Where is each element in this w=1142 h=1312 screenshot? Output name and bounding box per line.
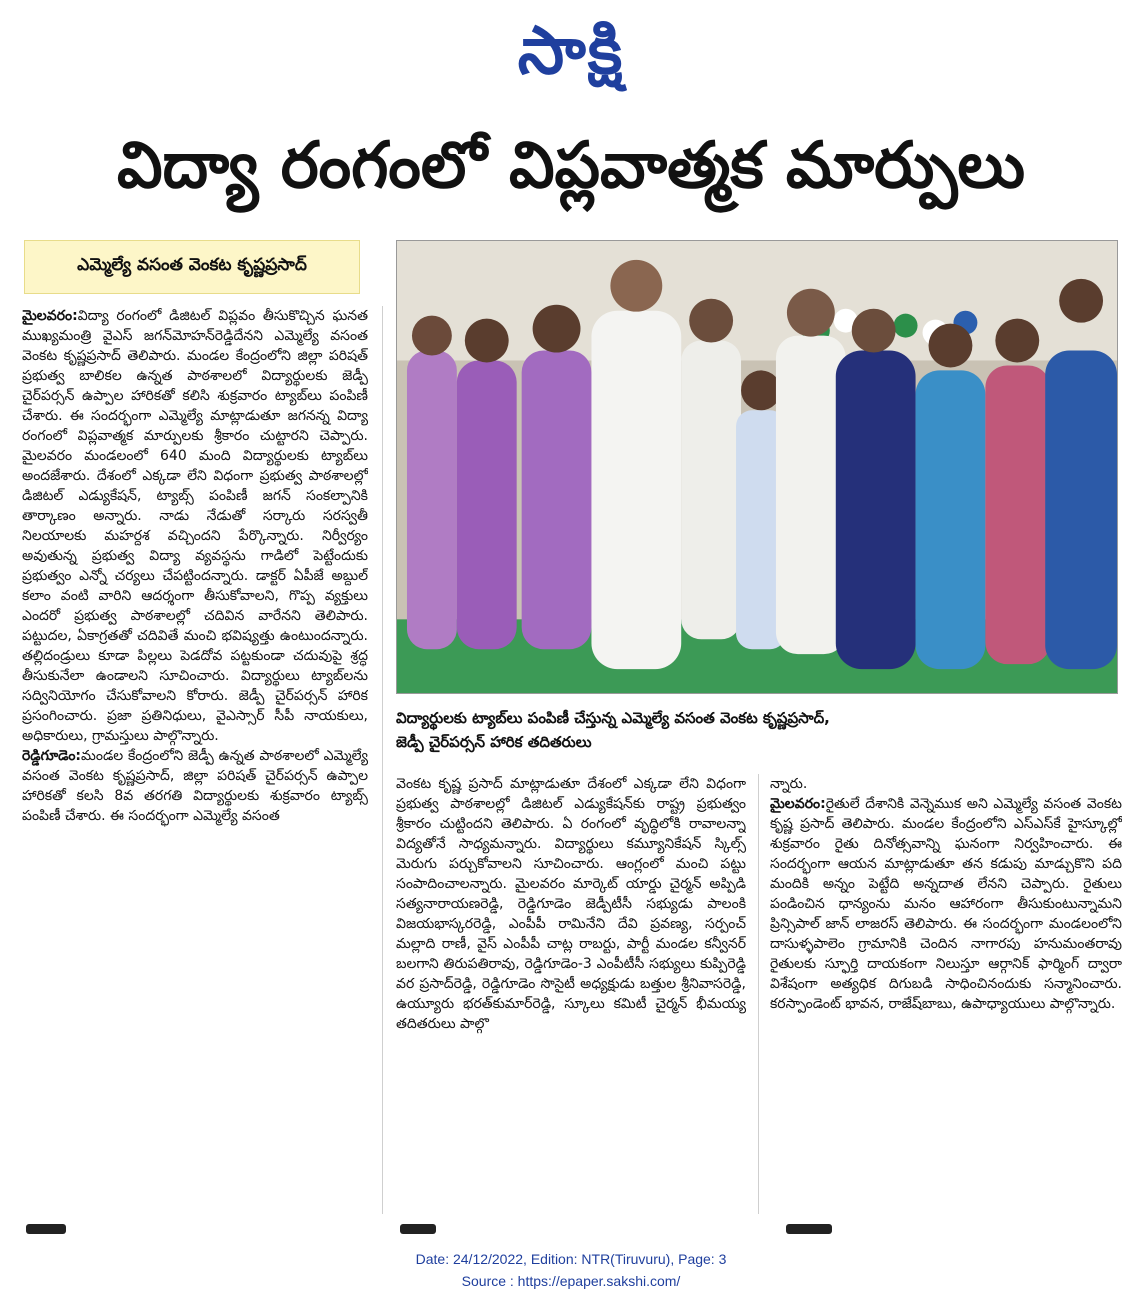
dateline-mylavaram: మైలవరం: — [22, 308, 78, 324]
column-divider-1 — [382, 306, 383, 1214]
photo-illustration — [397, 241, 1117, 693]
caption-line-1: విద్యార్థులకు ట్యాబ్‌లు పంపిణీ చేస్తున్న ఎమ్మెల్యే వసంత వెంకట కృష్ణప్రసాద్, — [396, 709, 830, 727]
masthead — [0, 8, 1142, 108]
footer-source: Source : https://epaper.sakshi.com/ — [461, 1273, 681, 1289]
column2-paragraph-1: వెంకట కృష్ణ ప్రసాద్ మాట్లాడుతూ దేశంలో ఎక్కడా లేని విధంగా ప్రభుత్వ పాఠశాలల్లో డిజిటల్ ఎడ్యుకేషన్‌కు రాష్ట్ర ప్రభుత్వం శ్రీకారం చుట్టిందని తెలిపారు. ఏ రంగంలో వృద్ధిలోకి రావాలన్నా విద్యతోనే సాధ్యమన్నారు. విద్యార్థులు కమ్యూనికేషన్ స్కిల్స్ మెరుగు పర్చుకోవాలని సూచించారు. ఆంగ్లంలో మంచి పట్టు సంపాదించాలన్నారు. మైలవరం మార్కెట్ యార్డు చైర్మన్ అప్పిడి సత్యనారాయణరెడ్డి, రెడ్డిగూడెం జెడ్పీటీసీ సభ్యుడు పాలంకి విజయభాస్కరరెడ్డి, ఎంపీపీ రామినేని దేవి ప్రవణ్య, సర్పంచ్ మల్లాది రాణీ, వైస్ ఎంపీపీ చాట్ల రాబర్టు, పార్టీ మండల కన్వీనర్ బలగాని తిరుపతిరావు, రెడ్డిగూడెం-3 ఎంపీటీసీ సభ్యులు కుప్పిరెడ్డి వర ప్రసాద్‌రెడ్డి, రెడ్డిగూడెం సొసైటీ అధ్యక్షుడు బత్తుల శ్రీనివాసరెడ్డి, ఉయ్యూరు భరత్‌కుమార్‌రెడ్డి, స్కూలు కమిటీ చైర్మన్ భీమయ్య తదితరులు పాల్గొ — [396, 776, 746, 1032]
article-photo — [396, 240, 1118, 694]
cutoff-mark-1 — [26, 1224, 66, 1234]
article-column-2 — [396, 774, 746, 1214]
column1-paragraph-2: మండల కేంద్రంలోని జెడ్పీ ఉన్నత పాఠశాలలో ఎమ్మెల్యే వసంత వెంకట కృష్ణప్రసాద్, జిల్లా పరిషత్ చైర్‌పర్సన్ ఉప్పాల హారికతో కలసి 8వ తరగతి విద్యార్థులకు శుక్రవారం ట్యాబ్స్ పంపిణీ చేశారు. ఈ సందర్భంగా ఎమ్మెల్యే వసంత — [22, 748, 368, 824]
cutoff-mark-3 — [786, 1224, 832, 1234]
footer-date-edition: Date: 24/12/2022, Edition: NTR(Tiruvuru), Page: 3 — [415, 1251, 727, 1267]
article-column-3 — [770, 774, 1122, 1214]
column3-paragraph-0: న్నారు. — [770, 776, 808, 792]
column3-paragraph-1: రైతులే దేశానికి వెన్నెముక అని ఎమ్మెల్యే వసంత వెంకట కృష్ణ ప్రసాద్ తెలిపారు. మండల కేంద్రంలోని ఎస్‌ఎస్‌కే హైస్కూల్లో శుక్రవారం రైతు దినోత్సవాన్ని ఘనంగా నిర్వహించారు. ఈ సందర్భంగా ఆయన మాట్లాడుతూ తన కడుపు మాడ్చుకొని పది మందికి అన్నం పెట్టేది అన్నదాత లేనని చెప్పారు. రైతులు పండించిన ధాన్యంను మనం ఆహారంగా తీసుకుంటున్నామని ప్రిన్సిపాల్ జాన్ లాజరస్ తెలిపారు. ఈ సందర్భంగా మండలంలోని దాసుళ్ళపాలెం గ్రామానికి చెందిన నాగారపు హనుమంతరావు రైతులకు స్ఫూర్తి దాయకంగా నిలుస్తూ ఆర్గానిక్ ఫార్మింగ్ ద్వారా విశేషంగా అత్యధిక దిగుబడి సాధించినందుకు సన్మానించారు. కరస్పాండెంట్ భావన, రాజేష్‌బాబు, ఉపాధ్యాయులు పాల్గొన్నారు. — [770, 796, 1122, 1012]
dateline-reddigudem: రెడ్డిగూడెం: — [22, 748, 82, 764]
cutoff-mark-2 — [400, 1224, 436, 1234]
caption-line-2: జెడ్పీ చైర్‌పర్సన్‌ హారిక తదితరులు — [396, 733, 592, 751]
headline: విద్యా రంగంలో విప్లవాత్మక మార్పులు — [117, 128, 1025, 203]
page-footer — [0, 1248, 1142, 1298]
column-divider-2 — [758, 774, 759, 1214]
column1-paragraph-1: విద్యా రంగంలో డిజిటల్ విప్లవం తీసుకొచ్చిన ఘనత ముఖ్యమంత్రి వైఎస్ జగన్‌మోహన్‌రెడ్డిదేనని ఎమ్మెల్యే వసంత వెంకట కృష్ణప్రసాద్ తెలిపారు. మండల కేంద్రంలోని జిల్లా పరిషత్ ప్రభుత్వ బాలికల ఉన్నత పాఠశాలలో విద్యార్థులకు జెడ్పీ చైర్‌పర్సన్ ఉప్పాల హారికతో కలిసి శుక్రవారం ట్యాబ్‌లు పంపిణీ చేశారు. ఈ సందర్భంగా ఎమ్మెల్యే మాట్లాడుతూ జగనన్న విద్యా రంగంలో విప్లవాత్మక మార్పులకు శ్రీకారం చుట్టారని చెప్పారు. మైలవరం మండలంలో 640 మంది విద్యార్థులకు ట్యాబ్‌లు అందజేశారు. దేశంలో ఎక్కడా లేని విధంగా ప్రభుత్వ పాఠశాలల్లో డిజిటల్ ఎడ్యుకేషన్, ట్యాబ్స్ పంపిణీ జగన్ సంకల్పానికి తార్కాణం అన్నారు. నాడు నేడుతో సర్కారు సరస్వతీ నిలయాలకు మహర్దశ వచ్చిందని పేర్కొన్నారు. నిర్వీర్యం అవుతున్న ప్రభుత్వ విద్యా వ్యవస్థను గాడిలో పెట్టేందుకు ప్రభుత్వం ఎన్నో చర్యలు చేపట్టిందన్నారు. డాక్టర్ ఏపీజే అబ్దుల్ కలాం వంటి వారిని ఆదర్శంగా తీసుకోవాలని, గొప్ప వ్యక్తులు ఎందరో ప్రభుత్వ పాఠశాలల్లో చదివిన వారేనని తెలిపారు. పట్టుదల, ఏకాగ్రతతో చదివితే మంచి భవిష్యత్తు ఉంటుందన్నారు. తల్లిదండ్రులు కూడా పిల్లలు పెడదోవ పట్టకుండా చదువుపై శ్రద్ధ తీసుకునేలా ఉండాలని సూచించారు. విద్యార్థులు ట్యాబ్‌లను సద్వినియోగం చేసుకోవాలని కోరారు. జెడ్పీ చైర్‌పర్సన్ హారిక ప్రసంగించారు. ప్రజా ప్రతినిధులు, వైఎస్సార్ సీపీ నాయకులు, అధికారులు, గ్రామస్తులు పాల్గొన్నారు. — [22, 308, 368, 744]
subhead: ఎమ్మెల్యే వసంత వెంకట కృష్ణప్రసాద్ — [24, 240, 360, 294]
masthead-logo: సాక్షి — [517, 11, 625, 89]
photo-caption — [396, 706, 1118, 762]
dateline-mylavaram-2: మైలవరం: — [770, 796, 826, 812]
article-column-1 — [22, 306, 368, 1214]
